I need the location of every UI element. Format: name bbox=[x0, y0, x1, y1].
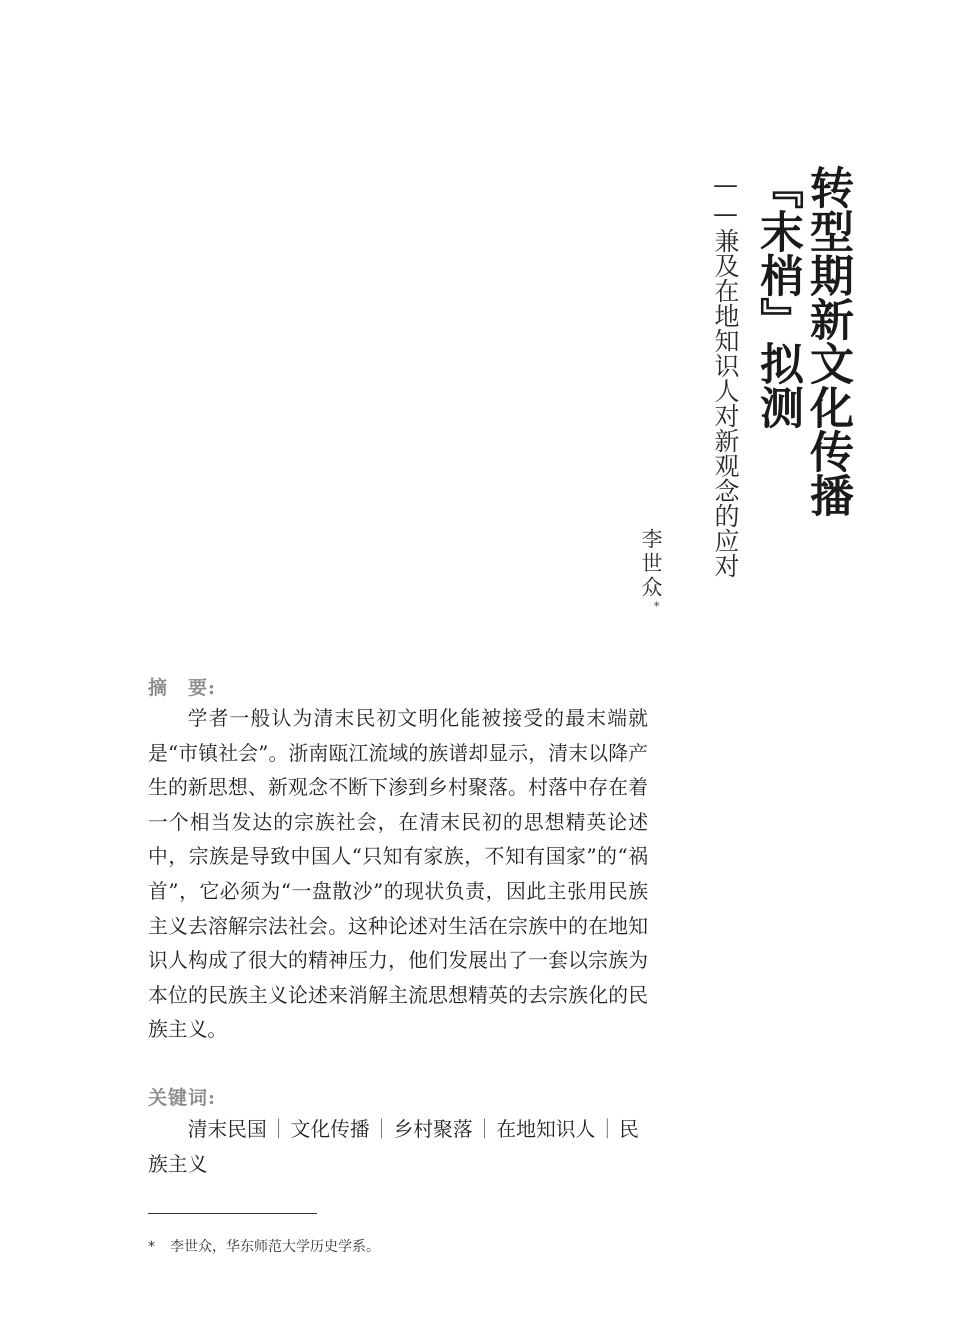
article-subtitle: ——兼及在地知识人对新观念的应对 bbox=[711, 170, 740, 578]
keyword-separator: ｜ bbox=[597, 1118, 618, 1141]
footnote bbox=[148, 1236, 380, 1256]
footnote-mark: * bbox=[148, 1239, 155, 1255]
keywords-label: 关键词: bbox=[148, 1087, 217, 1109]
keyword: 乡村聚落 bbox=[393, 1118, 473, 1141]
keyword: 民族主义 bbox=[148, 1118, 639, 1176]
footnote-divider bbox=[148, 1213, 317, 1214]
keyword-separator: ｜ bbox=[371, 1118, 392, 1141]
author-footnote-mark: * bbox=[654, 600, 660, 613]
abstract-label: 摘 要: bbox=[148, 677, 217, 699]
keyword-separator: ｜ bbox=[268, 1118, 289, 1141]
footnote-text: 李世众，华东师范大学历史学系。 bbox=[170, 1239, 380, 1255]
article-title-line-1: 转型期新文化传播 bbox=[802, 165, 853, 517]
author-name: 李世众 bbox=[639, 528, 663, 600]
keyword: 清末民国 bbox=[187, 1118, 267, 1141]
keyword: 在地知识人 bbox=[496, 1118, 596, 1141]
article-title-line-2: 『末梢』拟测 bbox=[752, 165, 803, 429]
abstract-text: 学者一般认为清末民初文明化能被接受的最末端就是“市镇社会”。浙南瓯江流域的族谱却显示，清末以降产生的新思想、新观念不断下渗到乡村聚落。村落中存在着一个相当发达的宗族社会，在清末民初的思想精英论述中，宗族是导致中国人“只知有家族，不知有国家”的“祸首”，它必须为“一盘散沙”的现状负责，因此主张用民族主义去溶解宗法社会。这种论述对生活在宗族中的在地知识人构成了很大的精神压力，他们发展出了一套以宗族为本位的民族主义论述来消解主流思想精英的去宗族化的民族主义。 bbox=[148, 707, 648, 1042]
keyword-separator: ｜ bbox=[474, 1118, 495, 1141]
keywords-list bbox=[148, 1113, 648, 1182]
keyword: 文化传播 bbox=[290, 1118, 370, 1141]
